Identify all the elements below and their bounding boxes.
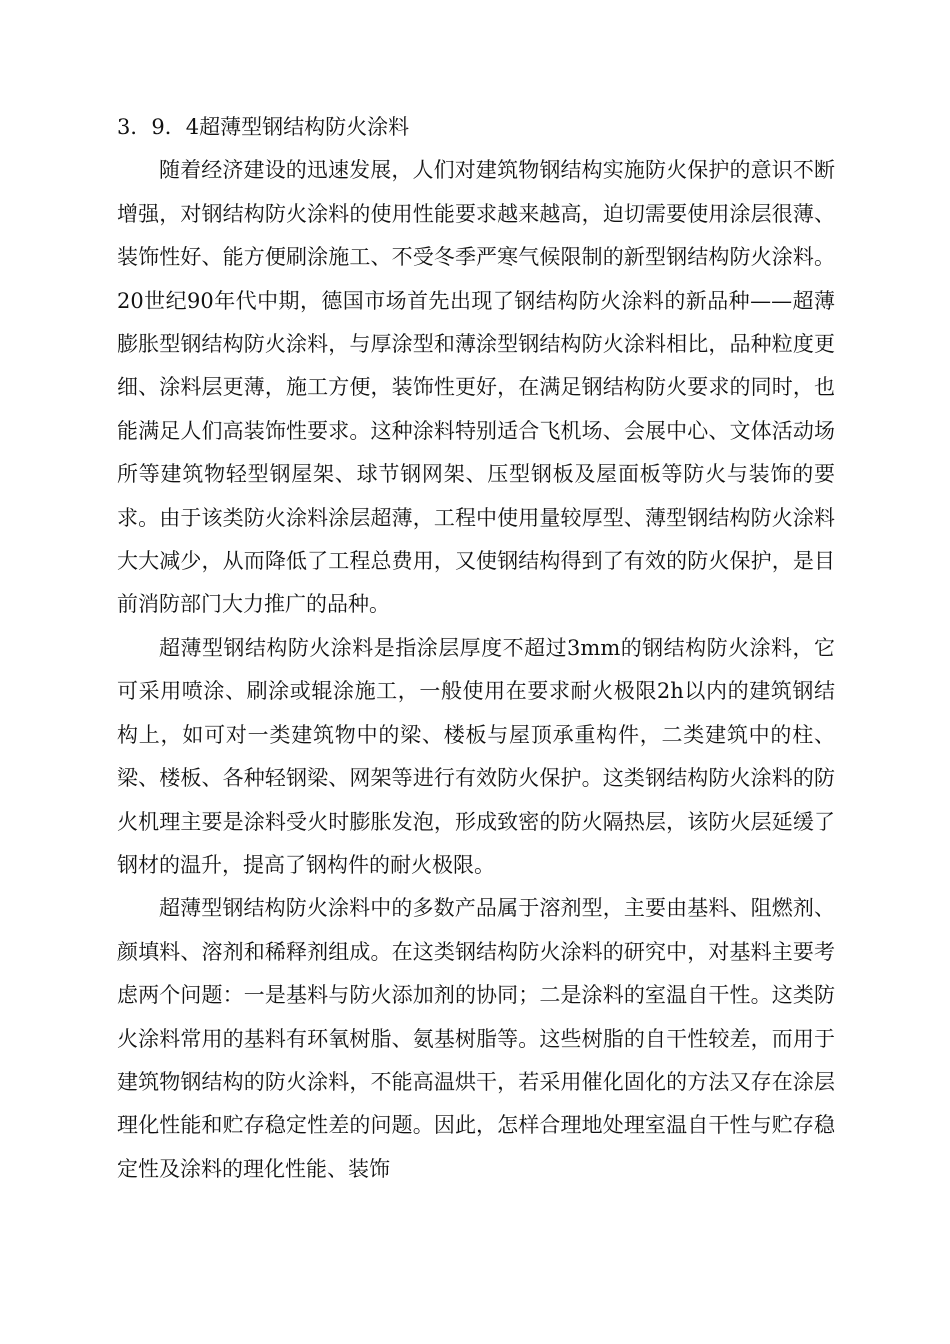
section-heading: 3．9．4超薄型钢结构防火涂料 <box>117 115 410 139</box>
document-body <box>117 106 835 1191</box>
paragraph-3: 超薄型钢结构防火涂料中的多数产品属于溶剂型，主要由基料、阻燃剂、颜填料、溶剂和稀释剂组成。在这类钢结构防火涂料的研究中，对基料主要考虑两个问题：一是基料与防火添加剂的协同；二是涂料的室温自干性。这类防火涂料常用的基料有环氧树脂、氨基树脂等。这些树脂的自干性较差，而用于建筑物钢结构的防火涂料，不能高温烘干，若采用催化固化的方法又存在涂层理化性能和贮存稳定性差的问题。因此，怎样合理地处理室温自干性与贮存稳定性及涂料的理化性能、装饰 <box>117 896 835 1181</box>
paragraph-1: 随着经济建设的迅速发展，人们对建筑物钢结构实施防火保护的意识不断增强，对钢结构防火涂料的使用性能要求越来越高，迫切需要使用涂层很薄、装饰性好、能方便刷涂施工、不受冬季严寒气候限制的新型钢结构防火涂料。20世纪90年代中期，德国市场首先出现了钢结构防火涂料的新品种——超薄膨胀型钢结构防火涂料，与厚涂型和薄涂型钢结构防火涂料相比，品种粒度更细、涂料层更薄，施工方便，装饰性更好，在满足钢结构防火要求的同时，也能满足人们高装饰性要求。这种涂料特别适合飞机场、会展中心、文体活动场所等建筑物轻型钢屋架、球节钢网架、压型钢板及屋面板等防火与装饰的要求。由于该类防火涂料涂层超薄，工程中使用量较厚型、薄型钢结构防火涂料大大减少，从而降低了工程总费用，又使钢结构得到了有效的防火保护，是目前消防部门大力推广的品种。 <box>117 158 835 617</box>
paragraph-2: 超薄型钢结构防火涂料是指涂层厚度不超过3mm的钢结构防火涂料，它可采用喷涂、刷涂或辊涂施工，一般使用在要求耐火极限2h以内的建筑钢结构上，如可对一类建筑物中的梁、楼板与屋顶承重构件，二类建筑中的柱、梁、楼板、各种轻钢梁、网架等进行有效防火保护。这类钢结构防火涂料的防火机理主要是涂料受火时膨胀发泡，形成致密的防火隔热层，该防火层延缓了钢材的温升，提高了钢构件的耐火极限。 <box>117 635 835 877</box>
